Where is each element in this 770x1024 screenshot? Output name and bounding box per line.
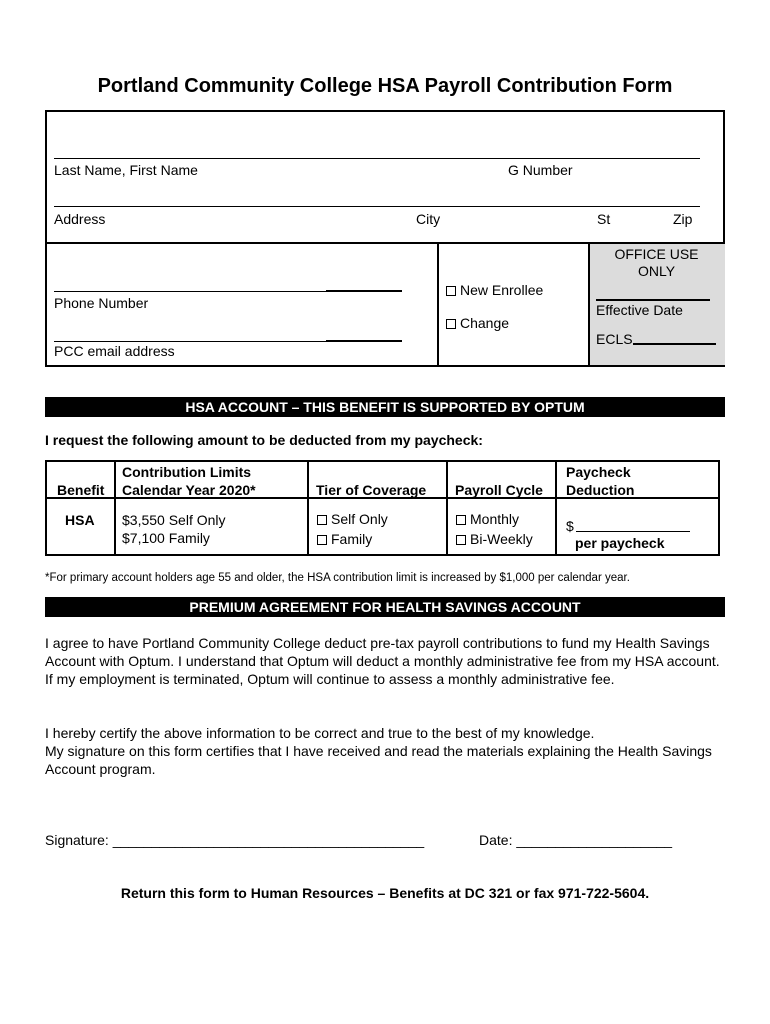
tier-family-label: Family — [331, 531, 373, 547]
cycle-biweekly-checkbox[interactable] — [456, 535, 466, 545]
cycle-monthly-label: Monthly — [470, 511, 520, 527]
limit-family: $7,100 Family — [122, 530, 210, 546]
cycle-monthly-option[interactable] — [456, 511, 519, 527]
per-paycheck-label: per paycheck — [575, 535, 665, 551]
dollar-sign: $ — [566, 518, 574, 534]
table-col-divider-4 — [555, 460, 557, 556]
table-col-divider-2 — [307, 460, 309, 556]
new-enrollee-label: New Enrollee — [460, 282, 544, 298]
certify-line: I hereby certify the above information to be correct and true to the best of my knowledge. — [45, 725, 595, 741]
name-line[interactable] — [54, 158, 700, 159]
acknowledge-line: My signature on this form certifies that I have received and read the materials explaining the Health Savings Account program. — [45, 743, 712, 777]
cycle-biweekly-option[interactable] — [456, 531, 533, 547]
hsa-section-header: HSA ACCOUNT – THIS BENEFIT IS SUPPORTED BY OPTUM — [45, 397, 725, 417]
phone-label: Phone Number — [54, 295, 149, 311]
request-text: I request the following amount to be deducted from my paycheck: — [45, 432, 483, 448]
change-label: Change — [460, 315, 510, 331]
effective-date-line[interactable] — [596, 299, 710, 301]
form-title: Portland Community College HSA Payroll Contribution Form — [97, 75, 673, 97]
cycle-biweekly-label: Bi-Weekly — [470, 531, 533, 547]
tier-self-option[interactable] — [317, 511, 388, 527]
row-benefit: HSA — [65, 512, 95, 528]
table-col-divider-3 — [446, 460, 448, 556]
return-instructions: Return this form to Human Resources – Benefits at DC 321 or fax 971-722-5604. — [120, 885, 650, 901]
header-deduction-1: Paycheck — [566, 464, 631, 480]
ecls-label: ECLS — [596, 331, 633, 347]
effective-date-label: Effective Date — [596, 302, 683, 318]
header-limits-1: Contribution Limits — [122, 464, 252, 480]
premium-section-header: PREMIUM AGREEMENT FOR HEALTH SAVINGS ACCOUNT — [45, 597, 725, 617]
change-checkbox[interactable] — [446, 319, 456, 329]
office-use-title-1: OFFICE USE — [614, 246, 699, 262]
cycle-monthly-checkbox[interactable] — [456, 515, 466, 525]
tier-family-option[interactable] — [317, 531, 372, 547]
phone-line-extension — [326, 290, 402, 292]
name-label: Last Name, First Name — [54, 162, 198, 178]
header-deduction-2: Deduction — [566, 482, 635, 498]
header-benefit: Benefit — [57, 482, 105, 498]
gnumber-label: G Number — [508, 162, 573, 178]
header-tier: Tier of Coverage — [316, 482, 427, 498]
zip-label: Zip — [673, 211, 693, 227]
signature-field[interactable]: Signature: ________________________________________ — [45, 832, 425, 848]
date-field[interactable]: Date: ____________________ — [479, 832, 673, 848]
new-enrollee-checkbox[interactable] — [446, 286, 456, 296]
new-enrollee-option[interactable] — [446, 282, 543, 298]
email-label: PCC email address — [54, 343, 175, 359]
city-label: City — [416, 211, 441, 227]
header-cycle: Payroll Cycle — [455, 482, 543, 498]
header-limits-2: Calendar Year 2020* — [122, 482, 256, 498]
deduction-amount-field[interactable] — [576, 531, 690, 532]
state-label: St — [597, 211, 611, 227]
agreement-paragraph: I agree to have Portland Community College deduct pre-tax payroll contributions to fund my Health Savings Account with Optum. I understand that Optum will deduct a monthly administrative fee from my HSA account. If my employment is terminated, Optum will continue to assess a monthly administrative fee. — [45, 635, 720, 687]
contribution-footnote: *For primary account holders age 55 and older, the HSA contribution limit is increased by $1,000 per calendar year. — [45, 572, 630, 584]
tier-self-label: Self Only — [331, 511, 388, 527]
limit-self: $3,550 Self Only — [122, 512, 226, 528]
ecls-line[interactable] — [633, 343, 716, 345]
tier-family-checkbox[interactable] — [317, 535, 327, 545]
office-use-title-2: ONLY — [637, 263, 676, 279]
column-divider — [437, 244, 439, 365]
email-line-extension — [326, 340, 402, 342]
address-label: Address — [54, 211, 106, 227]
tier-self-checkbox[interactable] — [317, 515, 327, 525]
table-col-divider-1 — [114, 460, 116, 556]
address-line[interactable] — [54, 206, 700, 207]
change-option[interactable] — [446, 315, 509, 331]
